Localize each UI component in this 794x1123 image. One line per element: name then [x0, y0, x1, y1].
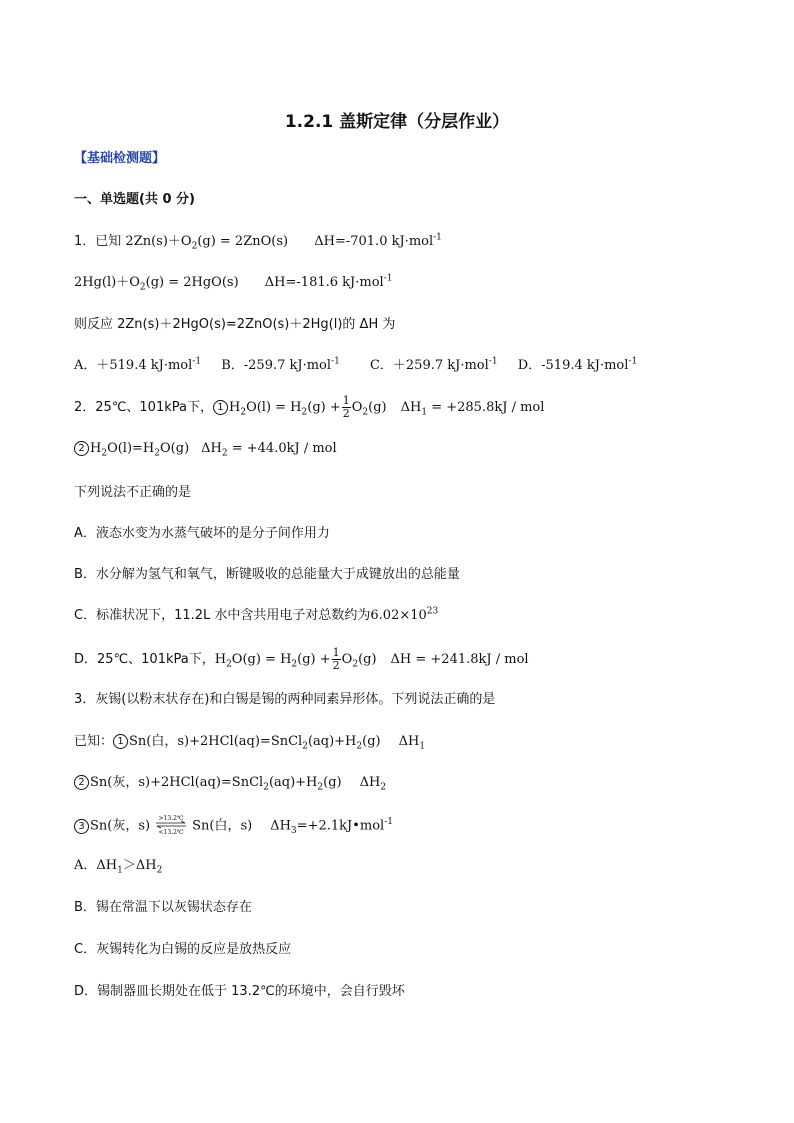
q3-option-d: D．锡制器皿长期处在低于 13.2℃的环境中，会自行毁坏: [74, 984, 405, 999]
q3-option-b: B．锡在常温下以灰锡状态存在: [74, 900, 252, 915]
q3-reaction-2: 2 Sn(灰，$s)+2HCl(aq)=SnCl_2(aq)+H_2(g)$ $\Delta H_2$: [74, 774, 386, 792]
q3-reaction-3: 3 Sn(灰，s) >13.2℃ <13.2℃ Sn(白，s) $\Delta H_3=+2.1kJ•mol^{-1}$: [74, 815, 393, 837]
q1-option-d: D．-519.4 kJ·mol$^{-1}$: [517, 356, 638, 373]
q1-line1: 1．已知 $2Zn(s)+O_2(g) = 2ZnO(s)$ ΔH=-701.0 kJ·mol$^{-1}$: [74, 232, 442, 252]
q3-option-c: C．灰锡转化为白锡的反应是放热反应: [74, 942, 292, 957]
q1-line2: $2Hg(l)+O_2(g) = 2HgO(s)$ ΔH=-181.6 kJ·mol$^{-1}$: [74, 273, 393, 293]
section-heading: 【基础检测题】: [74, 151, 166, 166]
fraction: $\frac{1}{2}$: [332, 646, 340, 672]
circled-number-icon: 2: [74, 775, 89, 790]
q3-reaction-1: 已知： 1 Sn(白，$s)+2HCl(aq)=SnCl_2(aq)+H_2(g)$ $\Delta H_1$: [74, 734, 426, 752]
q1-option-a: A．＋519.4 kJ·mol$^{-1}$: [74, 356, 202, 373]
q2-option-d: D．25℃、101kPa下，$H_2O(g) = H_2(g)$ + $\frac{1}{2}$ $O_2(g) \Delta H = +241.8kJ$ / mol: [74, 646, 529, 672]
circled-number-icon: 3: [74, 819, 89, 834]
q1-option-c: C．＋259.7 kJ·mol$^{-1}$: [369, 356, 498, 373]
q2-option-b: B．水分解为氢气和氧气，断键吸收的总能量大于成键放出的总能量: [74, 567, 460, 582]
q2-line2: 2 $H_2O(l)=H_2O(g) \Delta H_2 = +44.0kJ$ / mol: [74, 440, 337, 458]
q1-options: [74, 357, 637, 375]
q1-option-b: B．-259.7 kJ·mol$^{-1}$: [221, 356, 340, 373]
fraction: $\frac{1}{2}$: [342, 394, 350, 420]
circled-number-icon: 1: [113, 734, 128, 749]
q3-stem: 3．灰锡(以粉末状存在)和白锡是锡的两种同素异形体。下列说法正确的是: [74, 692, 496, 707]
q2-option-c: C．标准状况下，11.2L 水中含共用电子对总数约为$6.02\times 10^{23}$: [74, 606, 439, 623]
q2-question: 下列说法不正确的是: [74, 485, 192, 500]
circled-number-icon: 2: [74, 441, 89, 456]
q2-option-a: A．液态水变为水蒸气破坏的是分子间作用力: [74, 526, 330, 541]
q1-question: 则反应 2Zn(s)＋2HgO(s)=2ZnO(s)＋2Hg(l)的 ΔH 为: [74, 317, 396, 332]
q3-option-a: A．$\Delta H_1>\Delta H_2$: [74, 858, 163, 876]
part-heading: 一、单选题(共 0 分): [74, 192, 195, 207]
page-title: 1.2.1 盖斯定律（分层作业）: [284, 112, 510, 132]
circled-number-icon: 1: [213, 400, 228, 415]
q2-line1: 2．25℃、101kPa下， 1 $H_2O(l) = H_2(g)$ + $\frac{1}{2}$ $O_2(g) \Delta H_1 = +285.8kJ$ / mol: [74, 394, 545, 420]
equilibrium-arrow-icon: >13.2℃ <13.2℃: [158, 815, 184, 836]
